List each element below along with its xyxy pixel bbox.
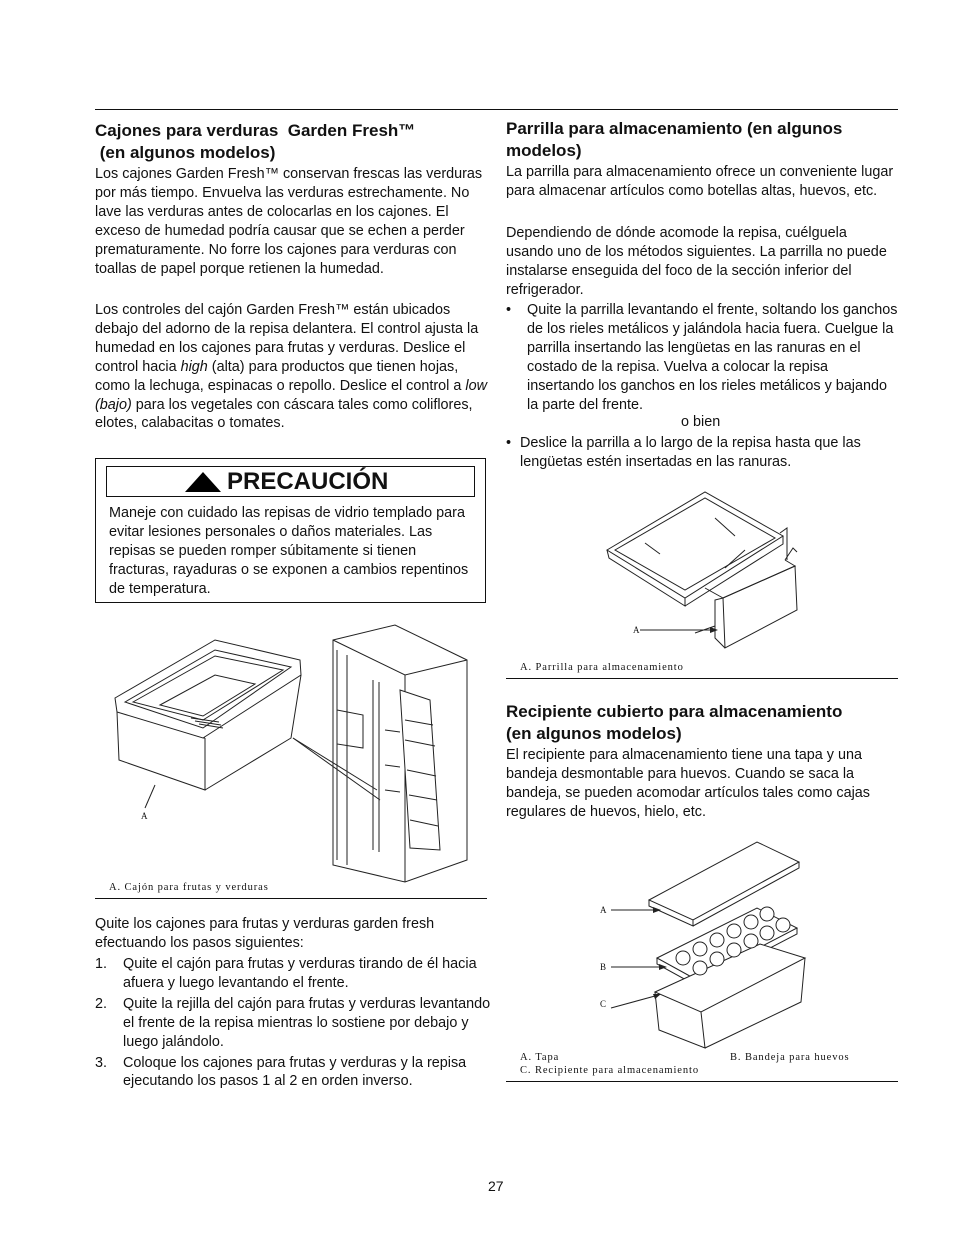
remove-intro: Quite los cajones para frutas y verduras garden fresh efectuando los pasos siguientes: xyxy=(95,916,435,951)
storage-rack-illustration xyxy=(605,488,805,648)
fig3-rule xyxy=(506,1081,898,1082)
fig3-caption-b: B. Bandeja para huevos xyxy=(730,1052,850,1063)
crisper-p2-part-c: para los vegetales con cáscara tales como coliflores, elotes, calabacitas o tomates. xyxy=(95,396,473,432)
step-text: Quite el cajón para frutas y verduras tirando de él hacia afuera y luego levantando el frente. xyxy=(123,956,477,991)
caution-box xyxy=(95,458,486,603)
rack-paragraph-2: Dependiendo de dónde acomode la repisa, cuélguela usando uno de los métodos siguientes. La parrilla no puede instalarse enseguida del foco de la sección inferior del refrigerador. xyxy=(506,225,887,298)
bin-heading: Recipiente cubierto para almacenamiento (en algunos modelos) xyxy=(506,702,843,743)
caution-title: PRECAUCIÓN xyxy=(227,468,389,495)
list-item xyxy=(506,434,898,472)
fig1-label-a: A xyxy=(141,811,148,821)
crisper-drawer-illustration xyxy=(95,620,495,880)
fig3-pointer-b xyxy=(611,962,671,972)
fig1-rule xyxy=(95,898,487,899)
crisper-p2-high: high xyxy=(180,358,208,375)
bullet-text: Deslice la parrilla a lo largo de la repisa hasta que las lengüetas estén insertadas en las ranuras. xyxy=(520,435,861,470)
fig3-caption-c: C. Recipiente para almacenamiento xyxy=(520,1065,699,1076)
list-item xyxy=(95,1054,491,1092)
fig2-rule xyxy=(506,678,898,679)
caution-text: Maneje con cuidado las repisas de vidrio templado para evitar lesiones personales o daños materiales. Las repisas se pueden romper súbitamente si tienen fracturas, rayaduras o se exponen a cambios repentinos de temperatura. xyxy=(109,505,469,597)
covered-bin-illustration xyxy=(645,840,845,1050)
caution-header xyxy=(106,466,475,497)
fig2-pointer xyxy=(640,626,730,636)
fig2-label-a: A xyxy=(633,625,640,635)
step-text: Quite la rejilla del cajón para frutas y verduras levantando el frente de la repisa mientras lo sostiene por debajo y luego jalándolo. xyxy=(123,995,491,1050)
rack-bullet-list-2 xyxy=(506,434,898,472)
fig1-caption: A. Cajón para frutas y verduras xyxy=(109,882,269,893)
or-text: o bien xyxy=(681,414,721,430)
crisper-paragraph-2 xyxy=(95,301,491,433)
warning-triangle-icon xyxy=(183,470,223,494)
rack-heading: Parrilla para almacenamiento (en algunos modelos) xyxy=(506,119,843,160)
list-item xyxy=(506,301,898,414)
fig3-label-a: A xyxy=(600,905,607,915)
rack-bullet-list xyxy=(506,301,898,414)
steps-list xyxy=(95,955,491,1091)
fig2-caption: A. Parrilla para almacenamiento xyxy=(520,662,684,673)
bin-paragraph-1: El recipiente para almacenamiento tiene una tapa y una bandeja desmontable para huevos. Cuando se saca la bandeja, se pueden acomodar artículos tales como cajas regulares de huevos, hielo, etc. xyxy=(506,747,870,820)
bullet-text: Quite la parrilla levantando el frente, soltando los ganchos de los rieles metálicos y jalándola hacia fuera. Cuelgue la parrilla insertando las lengüetas en las ranuras en el costado de la repisa. Vuelva a colocar la repisa insertando los ganchos en los rieles metálicos y bajando la parte del frente. xyxy=(527,302,898,413)
list-item xyxy=(95,995,491,1052)
crisper-p2-low: low (bajo) xyxy=(95,377,487,413)
rack-paragraph-1: La parrilla para almacenamiento ofrece un conveniente lugar para almacenar artículos como botellas altas, huevos, etc. xyxy=(506,164,894,199)
fig3-caption-a: A. Tapa xyxy=(520,1052,560,1063)
bullet-symbol: • xyxy=(506,435,512,451)
crisper-p2-part-b: (alta) para productos que tienen hojas, como la lechuga, espinacas o repollo. Deslice el control a xyxy=(95,358,466,394)
crisper-p2-part-a: Los controles del cajón Garden Fresh™ están ubicados debajo del adorno de la repisa delantera. El control ajusta la humedad en los cajones para frutas y verduras. Deslice el control hacia xyxy=(95,302,479,375)
step-text: Coloque los cajones para frutas y verduras y la repisa ejecutando los pasos 1 al 2 en orden inverso. xyxy=(123,1054,467,1090)
crisper-paragraph-1: Los cajones Garden Fresh™ conservan frescas las verduras por más tiempo. Envuelva las verduras estrechamente. No lave las verduras antes de colocarlas en los cajones. El exceso de humedad podría causar que se echen a perder prematuramente. No forre los cajones para verduras con toallas de papel porque retienen la humedad. xyxy=(95,166,483,277)
crisper-heading: Cajones para verduras Garden Fresh™ (en algunos modelos) xyxy=(95,121,416,162)
fig3-pointer-c xyxy=(611,994,671,1014)
step-number: 1. xyxy=(95,956,108,972)
fig3-label-b: B xyxy=(600,962,607,972)
step-number: 3. xyxy=(95,1054,108,1071)
bullet-symbol: • xyxy=(506,302,512,318)
fig3-pointer-a xyxy=(611,905,671,915)
list-item xyxy=(95,955,491,993)
fig3-label-c: C xyxy=(600,999,607,1009)
top-rule xyxy=(95,109,898,110)
page-number: 27 xyxy=(488,1178,504,1194)
step-number: 2. xyxy=(95,995,108,1012)
